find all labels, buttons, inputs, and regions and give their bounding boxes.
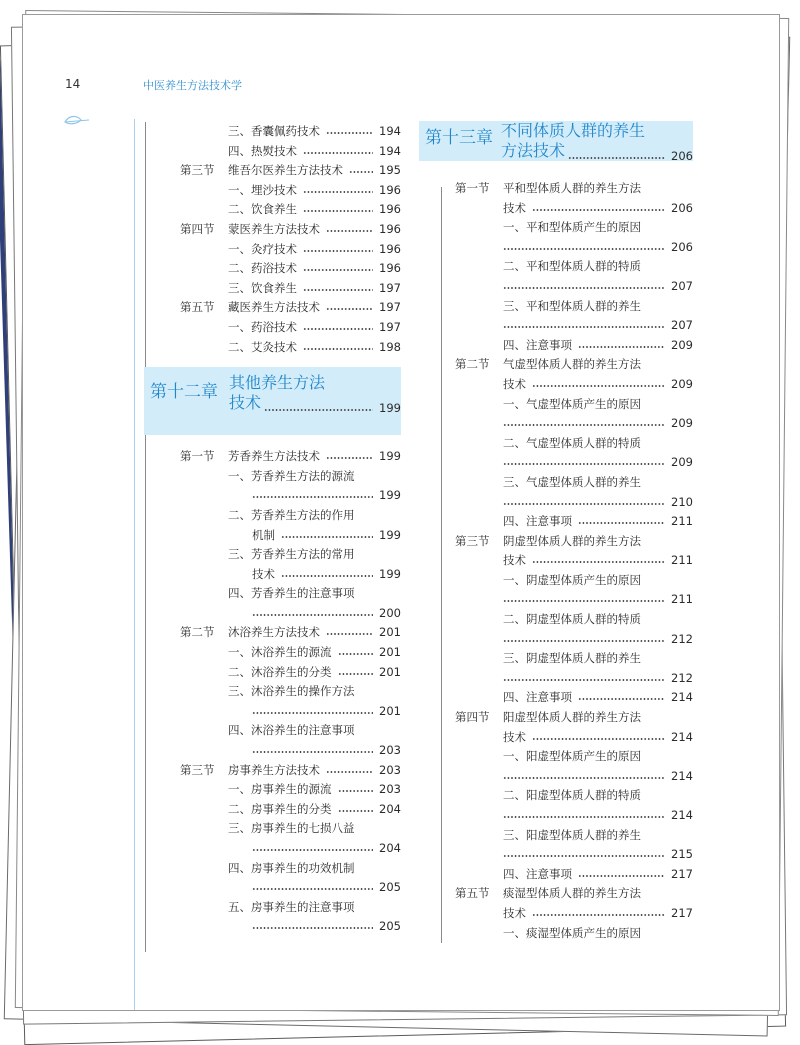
dot-leader xyxy=(326,771,373,773)
section-label: 第一节 xyxy=(455,181,490,195)
chapter-page-number: 206 xyxy=(671,149,693,163)
toc-left-column xyxy=(145,122,401,952)
dot-leader xyxy=(349,171,373,173)
entry-title: 藏医养生方法技术 xyxy=(228,300,320,315)
toc-entry xyxy=(146,643,401,663)
dot-leader xyxy=(338,810,374,812)
chapter-title: 不同体质人群的养生 xyxy=(501,121,646,140)
toc-entry xyxy=(146,467,401,487)
section-label: 第三节 xyxy=(180,762,215,777)
dot-leader xyxy=(326,132,373,134)
entry-page-number: 199 xyxy=(379,527,401,542)
entry-page-number: 205 xyxy=(379,880,401,895)
entry-page-number: 203 xyxy=(379,782,401,797)
dot-leader xyxy=(303,269,373,271)
entry-page-number: 200 xyxy=(379,605,401,620)
toc-entry xyxy=(146,240,401,260)
section-label: 第二节 xyxy=(455,357,490,372)
entry-title: 四、注意事项 xyxy=(503,337,572,352)
entry-page-number: 204 xyxy=(379,801,401,816)
section-label: 第三节 xyxy=(180,163,215,178)
toc-entry xyxy=(146,506,401,526)
entry-title: 三、阴虚型体质人群的养生 xyxy=(503,651,641,666)
toc-entry xyxy=(421,688,693,708)
toc-section-entry xyxy=(146,447,401,467)
dot-leader xyxy=(503,463,665,465)
entry-page-number: 214 xyxy=(671,768,693,783)
entry-title: 一、药浴技术 xyxy=(228,319,297,334)
dot-leader xyxy=(326,633,373,635)
entry-title: 二、阳虚型体质人群的特质 xyxy=(503,788,641,803)
entry-page-number: 217 xyxy=(671,866,693,881)
toc-entry xyxy=(421,277,693,297)
entry-page-number: 199 xyxy=(379,488,401,503)
chapter-page-number: 199 xyxy=(379,401,401,416)
toc-entry xyxy=(146,663,401,683)
dot-leader xyxy=(281,536,373,538)
dot-leader xyxy=(338,673,374,675)
entry-title: 四、芳香养生的注意事项 xyxy=(228,586,355,601)
toc-page xyxy=(22,14,780,1011)
entry-page-number: 201 xyxy=(379,703,401,718)
dot-leader xyxy=(503,287,665,289)
toc-section-entry xyxy=(146,220,401,240)
toc-entry xyxy=(146,604,401,624)
entry-page-number: 212 xyxy=(671,631,693,646)
toc-entry xyxy=(421,257,693,277)
toc-entry xyxy=(146,721,401,741)
toc-entry xyxy=(146,898,401,918)
toc-entry xyxy=(146,486,401,506)
entry-page-number: 212 xyxy=(671,670,693,685)
toc-entry xyxy=(146,702,401,722)
dot-leader xyxy=(252,751,373,753)
entry-title: 平和型体质人群的养生方法 xyxy=(503,181,641,195)
entry-page-number: 209 xyxy=(671,376,693,391)
toc-entry xyxy=(146,181,401,201)
entry-page-number: 196 xyxy=(379,261,401,276)
margin-guide-line xyxy=(134,119,135,1011)
entry-title: 维吾尔医养生方法技术 xyxy=(228,163,343,178)
toc-entry xyxy=(421,512,693,532)
dot-leader xyxy=(503,326,665,328)
entry-title: 二、房事养生的分类 xyxy=(228,801,332,816)
entry-title: 沐浴养生方法技术 xyxy=(228,625,320,640)
toc-entry xyxy=(421,630,693,650)
entry-title: 痰湿型体质人群的养生方法 xyxy=(503,886,641,901)
entry-page-number: 199 xyxy=(379,449,401,464)
toc-section-entry xyxy=(146,161,401,181)
page-number: 14 xyxy=(65,77,81,91)
entry-page-number: 211 xyxy=(671,553,693,568)
dot-leader xyxy=(252,712,373,714)
toc-entry xyxy=(146,565,401,585)
entry-title: 技术 xyxy=(503,376,526,391)
entry-page-number: 210 xyxy=(671,494,693,509)
toc-entry xyxy=(146,800,401,820)
dot-leader xyxy=(303,210,373,212)
entry-title: 三、香囊佩药技术 xyxy=(228,124,320,138)
entry-title: 一、气虚型体质产生的原因 xyxy=(503,396,641,411)
toc-section-entry xyxy=(421,884,693,904)
entry-title: 一、痰湿型体质产生的原因 xyxy=(503,925,641,940)
entry-page-number: 198 xyxy=(379,339,401,354)
toc-entry xyxy=(421,316,693,336)
toc-entry xyxy=(146,545,401,565)
section-label: 第五节 xyxy=(180,300,215,315)
toc-entry xyxy=(146,741,401,761)
entry-page-number: 209 xyxy=(671,455,693,470)
dot-leader xyxy=(338,790,374,792)
toc-entry xyxy=(146,259,401,279)
toc-entry xyxy=(146,279,401,299)
entry-title: 四、沐浴养生的注意事项 xyxy=(228,723,355,738)
entry-title: 四、房事养生的功效机制 xyxy=(228,860,355,875)
dot-leader xyxy=(281,575,373,577)
entry-title: 蒙医养生方法技术 xyxy=(228,221,320,236)
entry-title: 三、饮食养生 xyxy=(228,280,297,295)
dot-leader xyxy=(252,849,373,851)
entry-title: 一、灸疗技术 xyxy=(228,241,297,256)
dot-leader xyxy=(503,640,665,642)
dot-leader xyxy=(503,600,665,602)
toc-entry xyxy=(421,453,693,473)
section-label: 第四节 xyxy=(455,710,490,725)
entry-title: 技术 xyxy=(503,729,526,744)
dot-leader xyxy=(326,308,373,310)
entry-title: 二、芳香养生方法的作用 xyxy=(228,507,355,522)
toc-entry xyxy=(421,199,693,219)
entry-page-number: 201 xyxy=(379,645,401,660)
running-title: 中医养生方法技术学 xyxy=(143,79,242,92)
toc-entry xyxy=(146,878,401,898)
toc-section-entry xyxy=(421,179,693,199)
toc-entry xyxy=(421,669,693,689)
dot-leader xyxy=(303,328,373,330)
toc-entry xyxy=(421,806,693,826)
entry-page-number: 197 xyxy=(379,300,401,315)
entry-title: 二、阴虚型体质人群的特质 xyxy=(503,612,641,627)
toc-entry xyxy=(421,610,693,630)
dot-leader xyxy=(578,875,665,877)
toc-entry xyxy=(421,826,693,846)
toc-section-entry xyxy=(146,623,401,643)
toc-entry xyxy=(421,747,693,767)
entry-title: 三、阳虚型体质人群的养生 xyxy=(503,827,641,842)
section-label: 第五节 xyxy=(455,886,490,901)
toc-entry xyxy=(421,414,693,434)
toc-section-entry xyxy=(421,708,693,728)
entry-page-number: 205 xyxy=(379,919,401,934)
entry-page-number: 214 xyxy=(671,690,693,705)
dot-leader xyxy=(532,385,665,387)
toc-entry xyxy=(421,845,693,865)
dot-leader xyxy=(578,522,665,524)
dot-leader xyxy=(303,250,373,252)
toc-entry xyxy=(421,551,693,571)
toc-entry xyxy=(421,434,693,454)
entry-page-number: 194 xyxy=(379,124,401,138)
chapter-title: 方法技术 xyxy=(501,141,566,160)
toc-entry xyxy=(146,917,401,937)
entry-title: 三、芳香养生方法的常用 xyxy=(228,547,355,562)
entry-page-number: 211 xyxy=(671,514,693,529)
toc-entry xyxy=(421,473,693,493)
toc-entry xyxy=(146,859,401,879)
entry-page-number: 207 xyxy=(671,278,693,293)
entry-title: 一、芳香养生方法的源流 xyxy=(228,468,355,483)
entry-page-number: 197 xyxy=(379,319,401,334)
entry-title: 技术 xyxy=(503,905,526,920)
entry-title: 机制 xyxy=(252,527,275,542)
dot-leader xyxy=(532,209,665,211)
entry-page-number: 203 xyxy=(379,762,401,777)
toc-entry xyxy=(421,590,693,610)
toc-section-entry xyxy=(146,298,401,318)
toc-entry xyxy=(421,904,693,924)
dot-leader xyxy=(252,496,373,498)
entry-title: 四、注意事项 xyxy=(503,514,572,529)
entry-title: 房事养生方法技术 xyxy=(228,762,320,777)
dot-leader xyxy=(578,698,665,700)
entry-title: 阳虚型体质人群的养生方法 xyxy=(503,710,641,725)
entry-title: 四、注意事项 xyxy=(503,866,572,881)
toc-entry xyxy=(421,336,693,356)
toc-entry xyxy=(146,338,401,358)
dot-leader xyxy=(326,230,373,232)
entry-title: 五、房事养生的注意事项 xyxy=(228,899,355,914)
entry-page-number: 201 xyxy=(379,664,401,679)
section-label: 第四节 xyxy=(180,221,215,236)
entry-page-number: 196 xyxy=(379,221,401,236)
entry-page-number: 209 xyxy=(671,337,693,352)
dot-leader xyxy=(503,855,665,857)
chapter-title: 技术 xyxy=(229,393,262,413)
entry-page-number: 194 xyxy=(379,143,401,158)
toc-entry xyxy=(146,142,401,162)
entry-title: 三、气虚型体质人群的养生 xyxy=(503,474,641,489)
dot-leader xyxy=(264,409,373,411)
toc-entry xyxy=(421,865,693,885)
toc-entry xyxy=(421,218,693,238)
dot-leader xyxy=(578,346,665,348)
entry-page-number: 214 xyxy=(671,729,693,744)
section-label: 第二节 xyxy=(180,625,215,640)
entry-page-number: 217 xyxy=(671,905,693,920)
entry-title: 三、房事养生的七损八益 xyxy=(228,821,355,836)
toc-entry xyxy=(421,728,693,748)
entry-title: 二、沐浴养生的分类 xyxy=(228,664,332,679)
entry-page-number: 195 xyxy=(379,163,401,178)
entry-title: 技术 xyxy=(503,200,526,215)
entry-page-number: 197 xyxy=(379,280,401,295)
chapter-number: 第十二章 xyxy=(150,382,218,403)
dot-leader xyxy=(503,777,665,779)
dot-leader xyxy=(338,653,374,655)
toc-entry xyxy=(146,682,401,702)
dot-leader xyxy=(303,152,373,154)
entry-title: 阴虚型体质人群的养生方法 xyxy=(503,533,641,548)
toc-entry xyxy=(146,200,401,220)
entry-title: 二、气虚型体质人群的特质 xyxy=(503,435,641,450)
entry-page-number: 206 xyxy=(671,200,693,215)
dot-leader xyxy=(568,157,665,159)
entry-page-number: 214 xyxy=(671,808,693,822)
dot-leader xyxy=(503,503,665,505)
dot-leader xyxy=(503,248,665,250)
entry-title: 技术 xyxy=(252,566,275,581)
toc-section-entry xyxy=(421,532,693,552)
dot-leader xyxy=(532,914,665,916)
dot-leader xyxy=(326,457,373,459)
entry-title: 一、沐浴养生的源流 xyxy=(228,645,332,660)
entry-title: 气虚型体质人群的养生方法 xyxy=(503,357,641,372)
entry-page-number: 196 xyxy=(379,241,401,256)
toc-section-entry xyxy=(146,761,401,781)
toc-entry xyxy=(421,786,693,806)
entry-title: 一、房事养生的源流 xyxy=(228,782,332,797)
entry-title: 芳香养生方法技术 xyxy=(228,449,320,464)
section-label: 第一节 xyxy=(180,449,215,464)
entry-title: 二、饮食养生 xyxy=(228,202,297,217)
entry-title: 技术 xyxy=(503,553,526,568)
toc-entry xyxy=(421,571,693,591)
entry-page-number: 201 xyxy=(379,625,401,640)
leaf-icon xyxy=(63,113,91,127)
toc-entry xyxy=(146,584,401,604)
entry-page-number: 203 xyxy=(379,743,401,758)
toc-entry xyxy=(146,122,401,142)
toc-entry xyxy=(421,238,693,258)
dot-leader xyxy=(252,927,373,929)
entry-title: 一、埋沙技术 xyxy=(228,182,297,197)
dot-leader xyxy=(532,561,665,563)
entry-page-number: 196 xyxy=(379,182,401,197)
dot-leader xyxy=(532,738,665,740)
entry-title: 二、药浴技术 xyxy=(228,261,297,276)
section-label: 第三节 xyxy=(455,533,490,548)
toc-entry xyxy=(146,526,401,546)
toc-entry xyxy=(421,375,693,395)
toc-entry xyxy=(146,318,401,338)
dot-leader xyxy=(303,289,373,291)
dot-leader xyxy=(303,348,373,350)
toc-entry xyxy=(146,780,401,800)
toc-entry xyxy=(421,767,693,787)
toc-entry xyxy=(421,649,693,669)
entry-page-number: 215 xyxy=(671,847,693,862)
entry-title: 一、平和型体质产生的原因 xyxy=(503,220,641,235)
entry-page-number: 196 xyxy=(379,202,401,217)
toc-entry xyxy=(421,493,693,513)
chapter-heading xyxy=(419,121,693,161)
toc-entry xyxy=(421,395,693,415)
toc-entry xyxy=(146,839,401,859)
entry-page-number: 204 xyxy=(379,841,401,855)
entry-page-number: 209 xyxy=(671,416,693,431)
dot-leader xyxy=(252,614,373,616)
toc-section-entry xyxy=(421,355,693,375)
chapter-heading xyxy=(144,367,401,435)
entry-title: 四、热熨技术 xyxy=(228,143,297,158)
entry-page-number: 207 xyxy=(671,318,693,333)
toc-entry xyxy=(421,924,693,944)
toc-entry xyxy=(146,819,401,839)
toc-entry xyxy=(421,297,693,317)
dot-leader xyxy=(503,816,665,818)
entry-title: 四、注意事项 xyxy=(503,690,572,705)
dot-leader xyxy=(503,679,665,681)
chapter-number: 第十三章 xyxy=(425,128,493,148)
chapter-title: 其他养生方法 xyxy=(229,373,326,393)
entry-page-number: 211 xyxy=(671,592,693,607)
entry-title: 三、平和型体质人群的养生 xyxy=(503,298,641,313)
dot-leader xyxy=(252,888,373,890)
entry-title: 二、艾灸技术 xyxy=(228,339,297,354)
entry-title: 二、平和型体质人群的特质 xyxy=(503,259,641,274)
entry-title: 一、阳虚型体质产生的原因 xyxy=(503,749,641,764)
entry-title: 三、沐浴养生的操作方法 xyxy=(228,684,355,699)
dot-leader xyxy=(503,424,665,426)
entry-page-number: 199 xyxy=(379,566,401,581)
toc-right-column xyxy=(421,121,693,943)
dot-leader xyxy=(303,191,373,193)
entry-page-number: 206 xyxy=(671,239,693,254)
entry-title: 一、阴虚型体质产生的原因 xyxy=(503,572,641,587)
